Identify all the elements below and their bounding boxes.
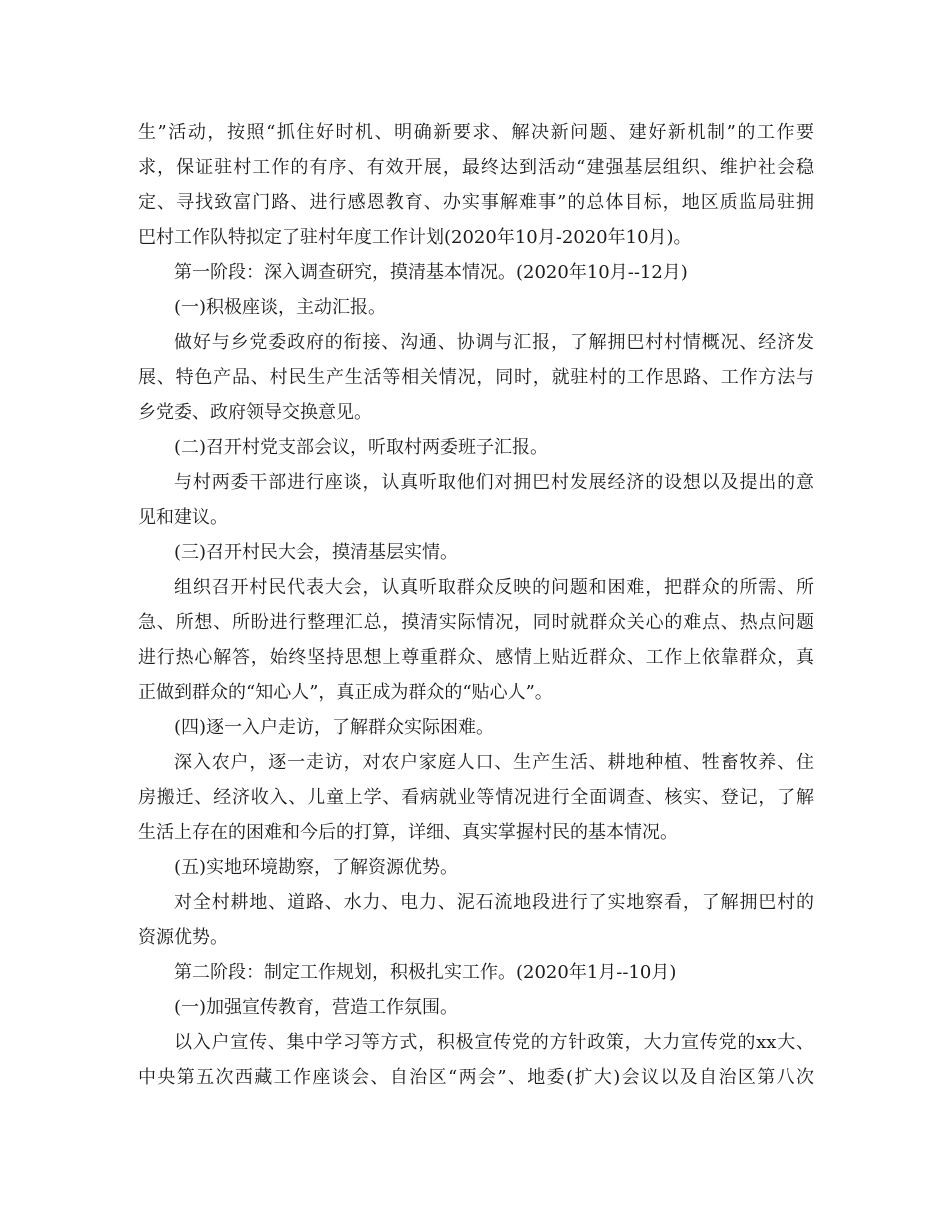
text-line: (一)积极座谈，主动汇报。: [174, 297, 387, 318]
text-line: (五)实地环境勘察，了解资源优势。: [174, 857, 459, 878]
text-line: 展、特色产品、村民生产生活等相关情况，同时，就驻村的工作思路、工作方法与: [138, 367, 814, 388]
text-line: 求，保证驻村工作的有序、有效开展，最终达到活动“建强基层组织、维护社会稳: [138, 157, 814, 178]
text-line: (一)加强宣传教育，营造工作氛围。: [174, 997, 459, 1018]
text-line: 生活上存在的困难和今后的打算，详细、真实掌握村民的基本情况。: [138, 822, 678, 843]
text-line: (四)逐一入户走访，了解群众实际困难。: [174, 717, 495, 738]
text-line: 做好与乡党委政府的衔接、沟通、协调与汇报，了解拥巴村村情概况、经济发: [174, 332, 814, 353]
text-line: 巴村工作队特拟定了驻村年度工作计划(2020年10月-2020年10月)。: [138, 227, 692, 248]
text-line: 中央第五次西藏工作座谈会、自治区“两会”、地委(扩大)会议以及自治区第八次: [138, 1067, 814, 1088]
text-line: 第二阶段：制定工作规划，积极扎实工作。(2020年1月--10月): [174, 962, 677, 983]
text-line: 进行热心解答，始终坚持思想上尊重群众、感情上贴近群众、工作上依靠群众，真: [138, 647, 814, 668]
text-line: 资源优势。: [138, 927, 228, 948]
text-line: 第一阶段：深入调查研究，摸清基本情况。(2020年10月--12月): [174, 262, 688, 283]
text-line: 深入农户，逐一走访，对农户家庭人口、生产生活、耕地种植、牲畜牧养、住: [174, 752, 814, 773]
text-line: 房搬迁、经济收入、儿童上学、看病就业等情况进行全面调查、核实、登记，了解: [138, 787, 814, 808]
text-line: 急、所想、所盼进行整理汇总，摸清实际情况，同时就群众关心的难点、热点问题: [138, 612, 814, 633]
text-line: 生”活动，按照“抓住好时机、明确新要求、解决新问题、建好新机制”的工作要: [138, 122, 814, 143]
text-line: (二)召开村党支部会议，听取村两委班子汇报。: [174, 437, 549, 458]
text-line: 对全村耕地、道路、水力、电力、泥石流地段进行了实地察看，了解拥巴村的: [174, 892, 814, 913]
text-line: 组织召开村民代表大会，认真听取群众反映的问题和困难，把群众的所需、所: [174, 577, 814, 598]
text-line: 乡党委、政府领导交换意见。: [138, 402, 372, 423]
text-line: 定、寻找致富门路、进行感恩教育、办实事解难事”的总体目标，地区质监局驻拥: [138, 192, 814, 213]
text-line: 见和建议。: [138, 507, 228, 528]
text-line: 以入户宣传、集中学习等方式，积极宣传党的方针政策，大力宣传党的xx大、: [174, 1032, 814, 1053]
document-page: [138, 115, 814, 1095]
text-line: (三)召开村民大会，摸清基层实情。: [174, 542, 459, 563]
text-line: 正做到群众的“知心人”，真正成为群众的“贴心人”。: [138, 682, 553, 703]
text-line: 与村两委干部进行座谈，认真听取他们对拥巴村发展经济的设想以及提出的意: [174, 472, 814, 493]
